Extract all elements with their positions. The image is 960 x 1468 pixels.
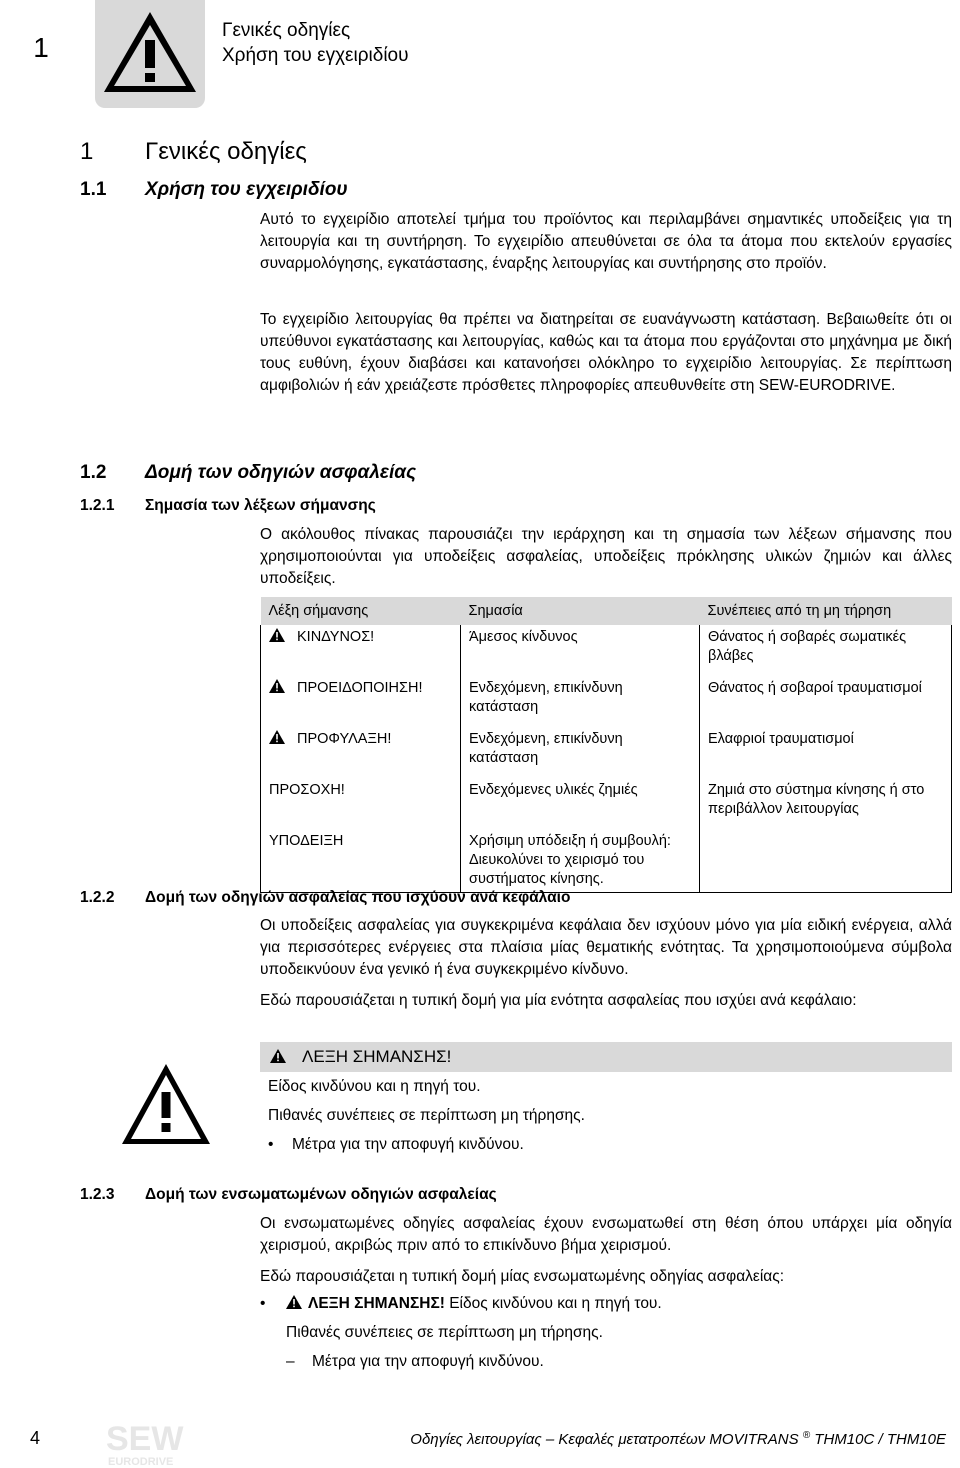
footer-doc-title: Οδηγίες λειτουργίας – Κεφαλές μετατροπέων MOVITRANS [410,1431,799,1448]
section-number: 1.2.1 [80,497,115,514]
warning-triangle-icon [269,628,285,642]
meaning-cell: Ενδεχόμενη, επικίνδυνη κατάσταση [461,676,700,720]
consequence-cell: Θάνατος ή σοβαροί τραυματισμοί [708,680,922,696]
consequence-cell: Θάνατος ή σοβαρές σωματικές βλάβες [708,629,907,664]
logo-subtext: EURODRIVE [108,1456,174,1468]
meaning-cell: Ενδεχόμενες υλικές ζημιές [461,778,700,822]
embedded-warning-item [260,1295,662,1313]
signal-word: ΚΙΝΔΥΝΟΣ! [297,629,375,645]
signal-word-banner [260,1042,952,1072]
consequence-text: Πιθανές συνέπειες σε περίπτωση μη τήρησης. [268,1107,585,1124]
section-1-2-1-heading [80,497,376,515]
consequence-cell: Ζημιά στο σύστημα κίνησης ή στο περιβάλλον λειτουργίας [708,782,925,817]
running-header [222,18,409,68]
table-spacer [261,669,952,676]
section-number: 1.2 [80,462,107,483]
signal-word: ΠΡΟΕΙΔΟΠΟΙΗΣΗ! [297,680,423,696]
footer-models: THM10C / THM10E [810,1431,946,1448]
banner-label: ΛΕΞΗ ΣΗΜΑΝΣΗΣ! [302,1047,452,1066]
section-1-heading [80,138,307,166]
dash-text: Μέτρα για την αποφυγή κινδύνου. [312,1353,544,1370]
bullet-marker: • [260,1295,266,1312]
warning-triangle-icon [270,1049,286,1063]
column-header: Σημασία [461,597,700,625]
section-number: 1.2.2 [80,889,115,906]
header-title: Γενικές οδηγίες [222,20,351,41]
warning-triangle-icon [269,730,285,744]
bullet-text: Μέτρα για την αποφυγή κινδύνου. [292,1136,524,1153]
section-1-2-heading [80,462,416,484]
large-warning-triangle-icon [120,1062,212,1146]
signal-word-cell: ΥΠΟΔΕΙΞΗ [261,829,461,893]
warning-triangle-icon [269,679,285,693]
header-subtitle: Χρήση του εγχειριδίου [222,45,409,66]
registered-mark: ® [802,1430,811,1441]
paragraph: Οι υποδείξεις ασφαλείας για συγκεκριμένα κεφάλαια δεν ισχύουν μόνο για μία ειδική ενέργεια, αλλά για περισσότερες ενέργειες στα πλαίσια μίας θεματικής ενότητας. Τα χρησιμοποιούμενα σύμβολα υποδεικνύουν ένα γενικό ή ένα συγκεκριμένο κίνδυνο. [260,917,952,978]
signal-word-cell [261,676,461,720]
section-title: Δομή των ενσωματωμένων οδηγιών ασφαλείας [145,1186,497,1203]
signal-word-cell: ΠΡΟΣΟΧΗ! [261,778,461,822]
meaning-cell: Ενδεχόμενη, επικίνδυνη κατάσταση [461,727,700,771]
section-number: 1 [80,138,94,165]
paragraph: Εδώ παρουσιάζεται η τυπική δομή μίας ενσωματωμένης οδηγίας ασφαλείας: [260,1268,785,1285]
chapter-number: 1 [33,32,49,63]
paragraph: Οι ενσωματωμένες οδηγίες ασφαλείας έχουν ενσωματωθεί στη θέση όπου υπάρχει μία οδηγία χειρισμού, ακριβώς πριν από το επικίνδυνο βήμα χειρισμού. [260,1215,952,1254]
section-title: Δομή των οδηγιών ασφαλείας [145,462,417,483]
section-title: Δομή των οδηγιών ασφαλείας που ισχύουν ανά κεφάλαιο [145,889,571,906]
section-1-2-2-heading [80,889,570,907]
table-header-row [261,597,952,625]
table-row [261,727,952,771]
signal-word: ΠΡΟΦΥΛΑΞΗ! [297,731,392,747]
page-number: 4 [30,1428,41,1448]
section-number: 1.2.3 [80,1186,115,1203]
logo-text: SEW [106,1420,184,1458]
bullet-item [268,1136,524,1154]
meaning-cell: Άμεσος κίνδυνος [461,625,700,669]
table-spacer [261,771,952,778]
dash-item [286,1353,544,1371]
table-row [261,676,952,720]
section-title: Γενικές οδηγίες [145,138,307,165]
section-1-2-3-heading [80,1186,497,1204]
consequence-cell [700,829,952,893]
paragraph: Αυτό το εγχειρίδιο αποτελεί τμήμα του προϊόντος και περιλαμβάνει σημαντικές υποδείξεις για τη λειτουργία και τη συντήρηση. Το εγχειρίδιο απευθύνεται σε όλα τα άτομα που εκτελούν εργασίες συναρμολόγησης, εγκατάστασης, έναρξης λειτουργίας και συντήρησης στο προϊόν. [260,211,952,272]
warning-triangle-icon [286,1295,302,1309]
hazard-text: Είδος κινδύνου και η πηγή του. [444,1295,662,1312]
meaning-cell: Χρήσιμη υπόδειξη ή συμβουλή: Διευκολύνει το χειρισμό του συστήματος κίνησης. [461,829,700,893]
table-row [261,778,952,822]
signal-word-cell [261,727,461,771]
paragraph: Το εγχειρίδιο λειτουργίας θα πρέπει να διατηρείται σε ευανάγνωστη κατάσταση. Βεβαιωθείτε ότι οι υπεύθυνοι εγκατάστασης και λειτουργίας, καθώς και τα άτομα που εργάζονται στο μηχάνημα με δική τους ευθύνη, έχουν διαβάσει και κατανοήσει ολόκληρο το εγχειρίδιο λειτουργίας. Σε περίπτωση αμφιβολιών ή εάν χρειάζεστε πρόσθετες πληροφορίες απευθυνθείτε στη SEW-EURODRIVE. [260,311,952,394]
column-header: Συνέπειες από τη μη τήρηση [700,597,952,625]
paragraph: Ο ακόλουθος πίνακας παρουσιάζει την ιεράρχηση και τη σημασία των λέξεων σήμανσης που χρησιμοποιούνται για υποδείξεις ασφαλείας, υποδείξεις πρόκλησης υλικών ζημιών και άλλες υποδείξεις. [260,526,952,587]
table-spacer [261,720,952,727]
bullet-marker: • [268,1136,274,1153]
hazard-text: Είδος κινδύνου και η πηγή του. [268,1078,481,1095]
table-row [261,829,952,893]
table-spacer [261,822,952,829]
paragraph: Εδώ παρουσιάζεται η τυπική δομή για μία ενότητα ασφαλείας που ισχύει ανά κεφάλαιο: [260,992,857,1009]
section-title: Σημασία των λέξεων σήμανσης [145,497,376,514]
section-title: Χρήση του εγχειριδίου [145,179,348,200]
header-warning-panel [95,0,205,108]
signal-word-cell [261,625,461,669]
section-number: 1.1 [80,179,107,200]
table-row [261,625,952,669]
consequence-text: Πιθανές συνέπειες σε περίπτωση μη τήρησης. [286,1324,603,1341]
sew-eurodrive-logo [104,1420,224,1468]
signal-word-table [260,597,952,893]
warning-triangle-icon [95,0,205,108]
dash-marker: – [286,1353,295,1370]
section-1-1-heading [80,179,348,201]
signal-word: ΛΕΞΗ ΣΗΜΑΝΣΗΣ! [308,1295,445,1312]
column-header: Λέξη σήμανσης [261,597,461,625]
consequence-cell: Ελαφριοί τραυματισμοί [708,731,854,747]
footer-title [410,1430,946,1448]
